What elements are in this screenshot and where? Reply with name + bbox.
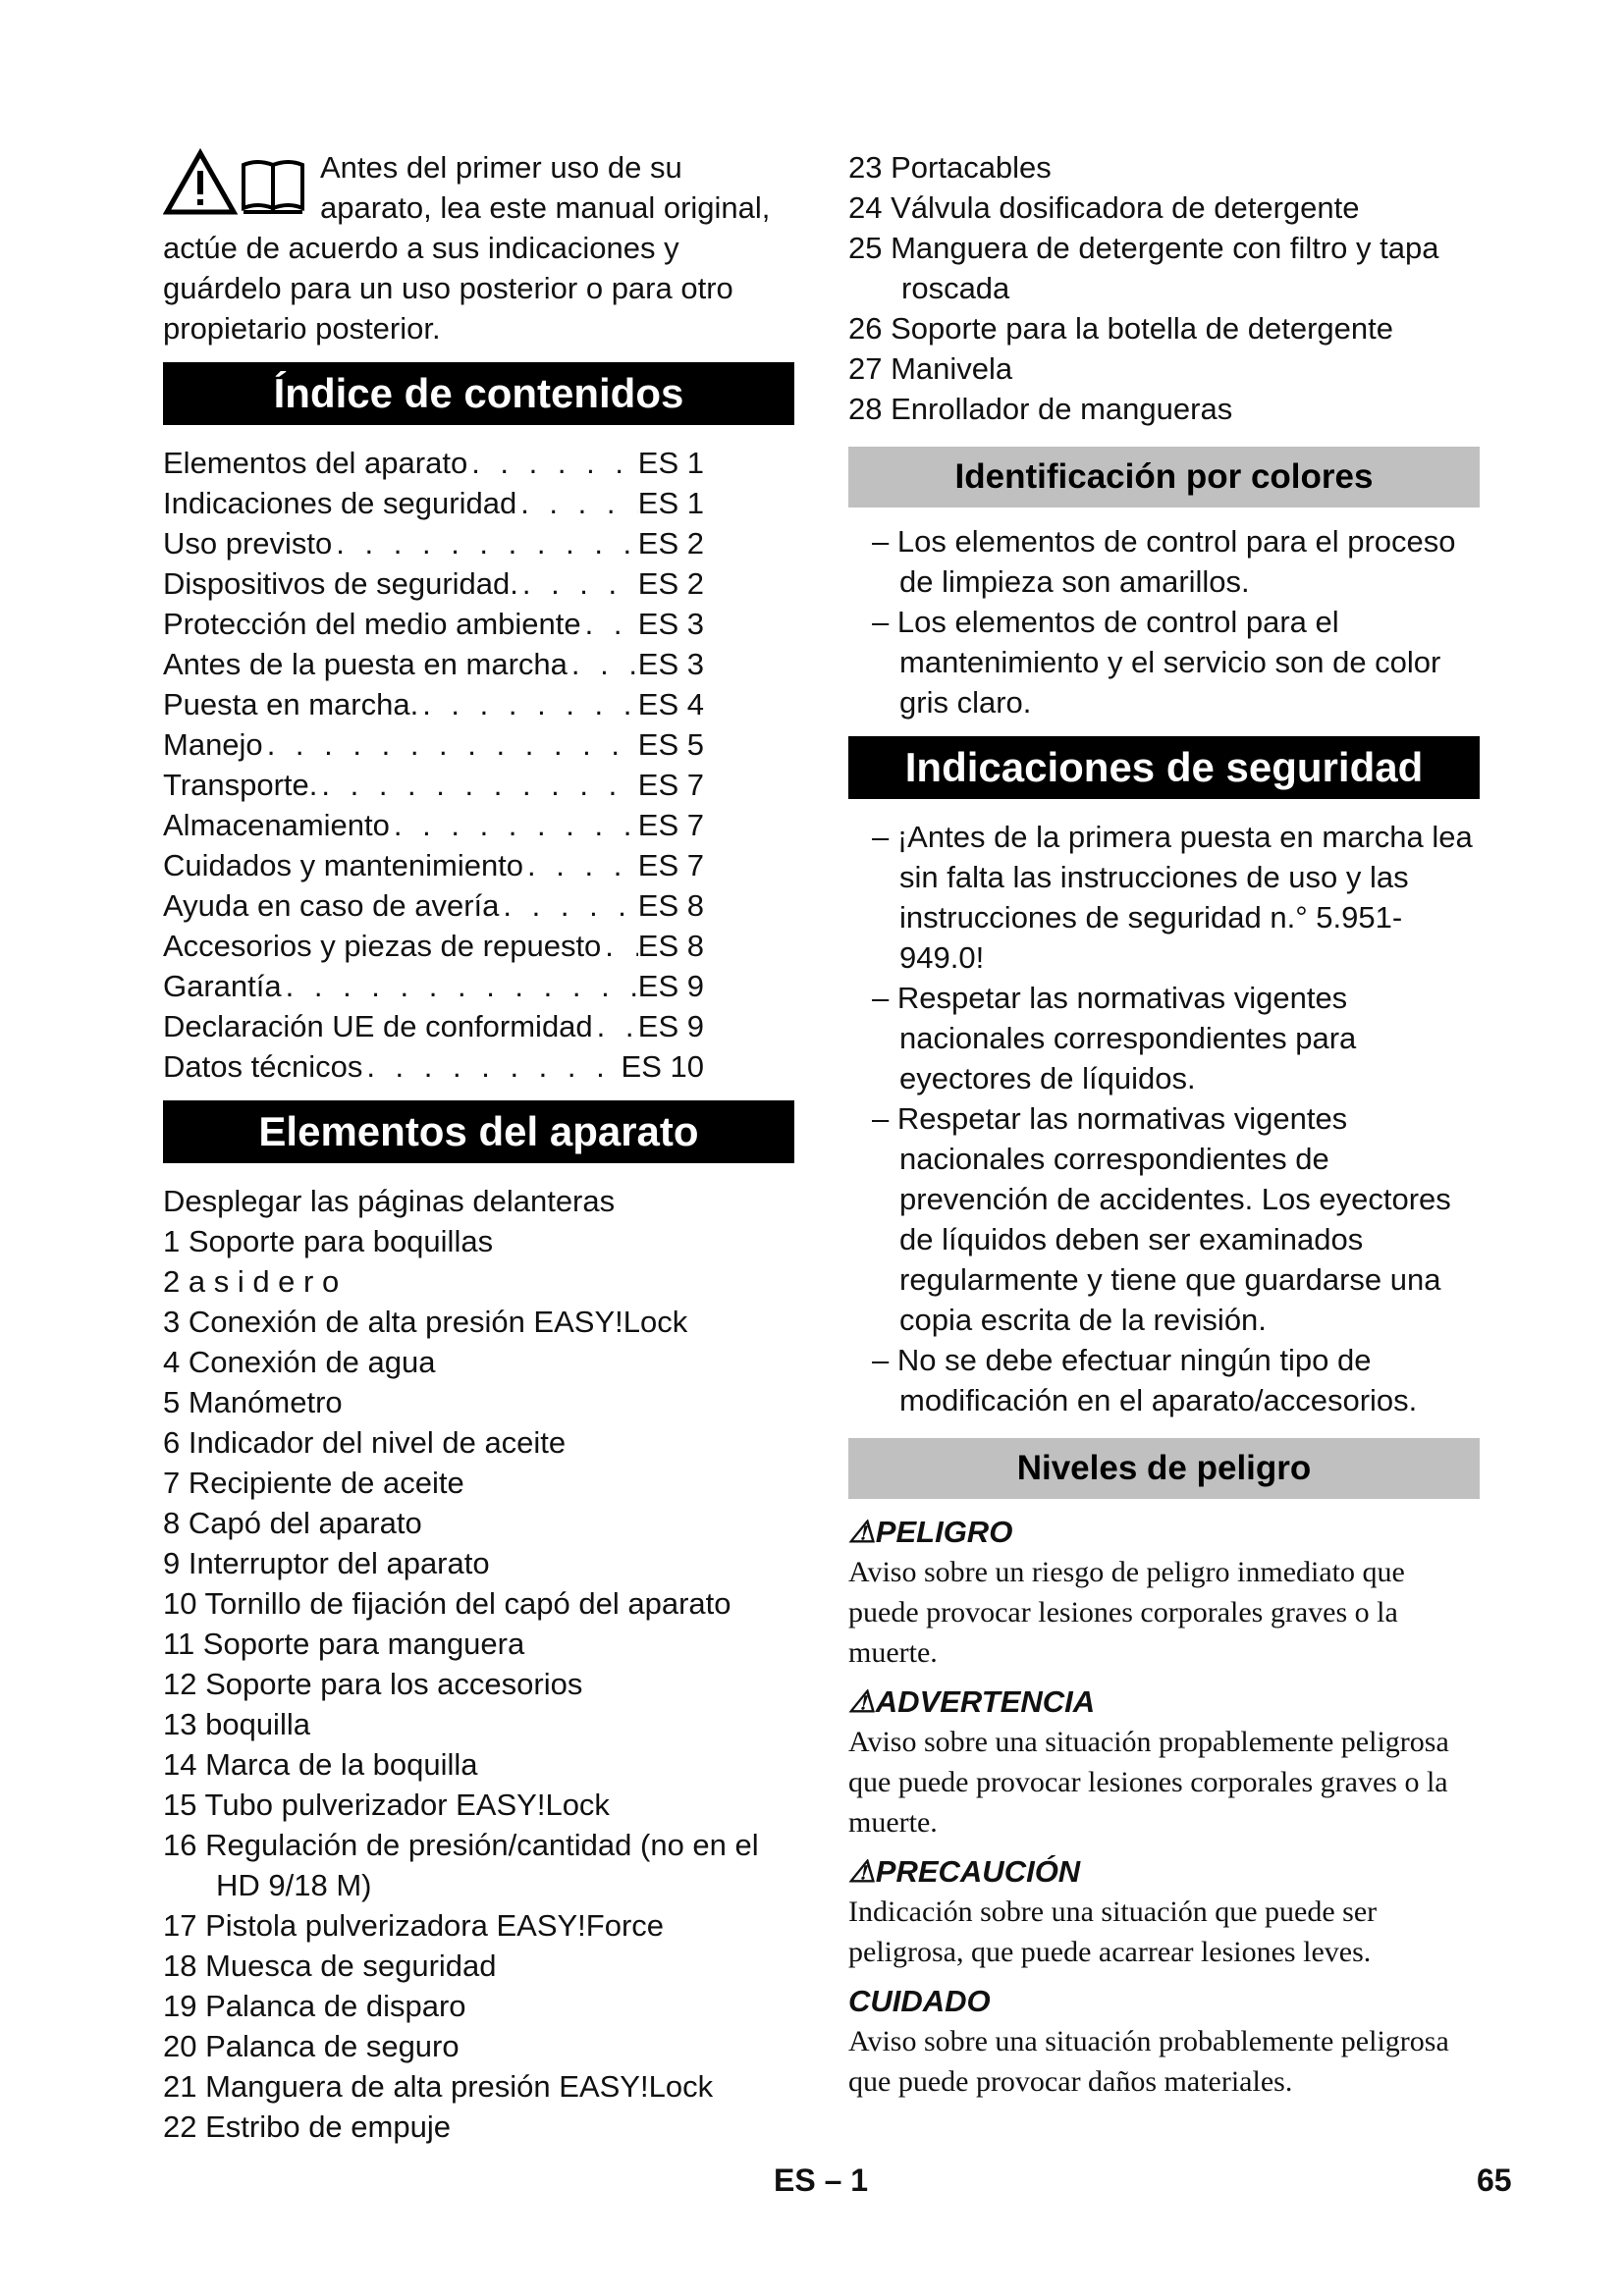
list-item: 3 Conexión de alta presión EASY!Lock — [163, 1305, 688, 1339]
list-item: – Respetar las normativas vigentes nacionales correspondientes de prevención de accidentes. Los eyectores de líquidos deben ser examinados regularmente y tiene que guardarse una copia escrita de la revisión. — [872, 1101, 1451, 1337]
toc-entry[interactable]: Cuidados y mantenimiento . . . ES 7 — [163, 845, 794, 885]
danger-level-advertencia: ⚠ADVERTENCIA Aviso sobre una situación propablemente peligrosa que puede provocar lesiones corporales graves o la muerte. — [848, 1684, 1449, 1839]
colors-heading: Identificación por colores — [848, 447, 1480, 507]
list-item: 10 Tornillo de fijación del capó del aparato — [163, 1586, 731, 1621]
elements-list-continued — [848, 147, 1480, 429]
toc-entry[interactable]: Uso previsto . . . ES 2 — [163, 523, 794, 563]
list-item: – ¡Antes de la primera puesta en marcha lea sin falta las instrucciones de uso y las instrucciones de seguridad n.° 5.951-949.0! — [872, 820, 1473, 975]
table-of-contents — [163, 443, 794, 1087]
toc-entry[interactable]: Transporte. . . . ES 7 — [163, 765, 794, 805]
danger-level-peligro: ⚠PELIGRO Aviso sobre un riesgo de peligro inmediato que puede provocar lesiones corporales graves o la muerte. — [848, 1515, 1405, 1669]
list-item: 2 a s i d e r o — [163, 1264, 340, 1299]
colors-list — [848, 521, 1480, 722]
toc-entry[interactable]: Protección del medio ambiente . . . ES 3 — [163, 604, 794, 644]
list-item: 20 Palanca de seguro — [163, 2029, 460, 2063]
toc-entry[interactable]: Datos técnicos . . . ES 10 — [163, 1046, 794, 1087]
list-item: 21 Manguera de alta presión EASY!Lock — [163, 2069, 714, 2104]
right-column — [848, 147, 1480, 2102]
elements-intro: Desplegar las páginas delanteras — [163, 1184, 616, 1218]
intro-block — [163, 147, 794, 348]
list-item: – No se debe efectuar ningún tipo de modificación en el aparato/accesorios. — [872, 1343, 1418, 1417]
toc-entry[interactable]: Almacenamiento . . . ES 7 — [163, 805, 794, 845]
list-item: 25 Manguera de detergente con filtro y tapa roscada — [848, 231, 1439, 305]
list-item: 18 Muesca de seguridad — [163, 1949, 497, 1983]
list-item: – Los elementos de control para el proceso de limpieza son amarillos. — [872, 524, 1456, 599]
list-item: 22 Estribo de empuje — [163, 2109, 451, 2144]
list-item: 13 boquilla — [163, 1707, 310, 1741]
list-item: 6 Indicador del nivel de aceite — [163, 1425, 567, 1460]
toc-entry[interactable]: Dispositivos de seguridad. . . . ES 2 — [163, 563, 794, 604]
list-item: 12 Soporte para los accesorios — [163, 1667, 583, 1701]
list-item: 11 Soporte para manguera — [163, 1627, 525, 1661]
list-item: 14 Marca de la boquilla — [163, 1747, 478, 1782]
warning-and-manual-icons — [163, 147, 312, 218]
page-number: 65 — [1477, 2163, 1512, 2198]
toc-entry[interactable]: Indicaciones de seguridad . . . ES 1 — [163, 483, 794, 523]
list-item: 27 Manivela — [848, 351, 1013, 386]
warning-triangle-icon: ⚠ — [848, 1854, 876, 1889]
toc-heading: Índice de contenidos — [163, 362, 794, 425]
toc-entry[interactable]: Puesta en marcha. . . . ES 4 — [163, 684, 794, 724]
list-item: 4 Conexión de agua — [163, 1345, 436, 1379]
warning-triangle-icon: ⚠ — [848, 1684, 876, 1719]
danger-level-cuidado: CUIDADO Aviso sobre una situación probablemente peligrosa que puede provocar daños materiales. — [848, 1984, 1449, 2098]
list-item: 8 Capó del aparato — [163, 1506, 422, 1540]
list-item: 24 Válvula dosificadora de detergente — [848, 190, 1360, 225]
toc-entry[interactable]: Ayuda en caso de avería . . . ES 8 — [163, 885, 794, 926]
list-item: 1 Soporte para boquillas — [163, 1224, 494, 1258]
toc-entry[interactable]: Manejo . . . ES 5 — [163, 724, 794, 765]
manual-book-icon — [244, 162, 302, 212]
list-item: 7 Recipiente de aceite — [163, 1466, 464, 1500]
warning-triangle-icon: ⚠ — [848, 1515, 876, 1549]
list-item: 26 Soporte para la botella de detergente — [848, 311, 1393, 346]
list-item: 9 Interruptor del aparato — [163, 1546, 490, 1580]
toc-entry[interactable]: Declaración UE de conformidad . . . ES 9 — [163, 1006, 794, 1046]
list-item: 19 Palanca de disparo — [163, 1989, 466, 2023]
toc-entry[interactable]: Elementos del aparato . . . ES 1 — [163, 443, 794, 483]
left-column — [163, 147, 794, 2147]
intro-text: Antes del primer uso de su aparato, lea este manual original, actúe de acuerdo a sus indicaciones y guárdelo para un uso posterior o para otro propietario posterior. — [163, 150, 771, 346]
toc-entry[interactable]: Garantía . . . ES 9 — [163, 966, 794, 1006]
list-item: 28 Enrollador de mangueras — [848, 392, 1233, 426]
list-item: 23 Portacables — [848, 150, 1052, 185]
danger-levels-heading: Niveles de peligro — [848, 1438, 1480, 1499]
list-item: – Respetar las normativas vigentes nacionales correspondientes para eyectores de líquidos. — [872, 981, 1357, 1095]
elements-heading: Elementos del aparato — [163, 1100, 794, 1163]
safety-heading: Indicaciones de seguridad — [848, 736, 1480, 799]
list-item: 17 Pistola pulverizadora EASY!Force — [163, 1908, 665, 1943]
danger-level-precaucion: ⚠PRECAUCIÓN Indicación sobre una situación que puede ser peligrosa, que puede acarrear lesiones leves. — [848, 1854, 1378, 1968]
toc-entry[interactable]: Antes de la puesta en marcha . . . ES 3 — [163, 644, 794, 684]
list-item: 15 Tubo pulverizador EASY!Lock — [163, 1788, 610, 1822]
toc-entry[interactable]: Accesorios y piezas de repuesto . . . ES 8 — [163, 926, 794, 966]
list-item: 16 Regulación de presión/cantidad (no en el HD 9/18 M) — [163, 1828, 759, 1902]
warning-triangle-icon — [163, 147, 312, 218]
elements-list — [163, 1181, 794, 2147]
safety-list — [848, 817, 1480, 1420]
footer-section-page: ES – 1 — [774, 2163, 869, 2198]
list-item: – Los elementos de control para el mantenimiento y el servicio son de color gris claro. — [872, 605, 1441, 720]
list-item: 5 Manómetro — [163, 1385, 343, 1419]
